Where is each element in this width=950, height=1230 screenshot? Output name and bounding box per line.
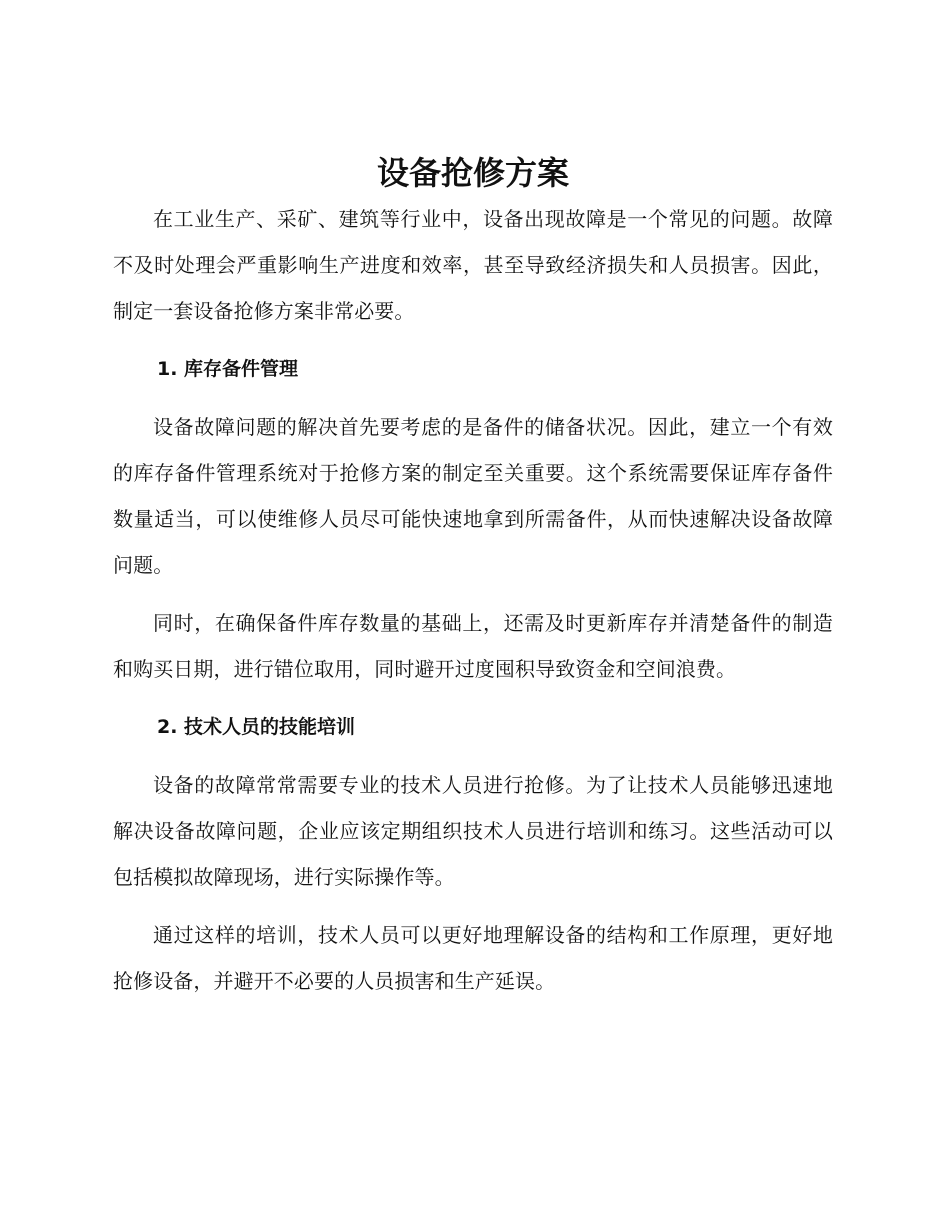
section-paragraph: 设备的故障常常需要专业的技术人员进行抢修。为了让技术人员能够迅速地解决设备故障问题，企业应该定期组织技术人员进行培训和练习。这些活动可以包括模拟故障现场，进行实际操作等。 — [113, 773, 833, 889]
document-page — [113, 150, 833, 1004]
document-title: 设备抢修方案 — [376, 154, 569, 192]
section-paragraph: 设备故障问题的解决首先要考虑的是备件的储备状况。因此，建立一个有效的库存备件管理系统对于抢修方案的制定至关重要。这个系统需要保证库存备件数量适当，可以使维修人员尽可能快速地拿到所需备件，从而快速解决设备故障问题。 — [113, 415, 833, 577]
intro-paragraph: 在工业生产、采矿、建筑等行业中，设备出现故障是一个常见的问题。故障不及时处理会严重影响生产进度和效率，甚至导致经济损失和人员损害。因此，制定一套设备抢修方案非常必要。 — [113, 207, 833, 323]
section-paragraph: 通过这样的培训，技术人员可以更好地理解设备的结构和工作原理，更好地抢修设备，并避开不必要的人员损害和生产延误。 — [113, 923, 833, 993]
section-training — [113, 704, 833, 1004]
section-heading: 2. 技术人员的技能培训 — [157, 716, 356, 738]
section-inventory — [113, 346, 833, 692]
section-heading: 1. 库存备件管理 — [157, 358, 299, 380]
section-paragraph: 同时，在确保备件库存数量的基础上，还需及时更新库存并清楚备件的制造和购买日期，进行错位取用，同时避开过度囤积导致资金和空间浪费。 — [113, 611, 833, 681]
